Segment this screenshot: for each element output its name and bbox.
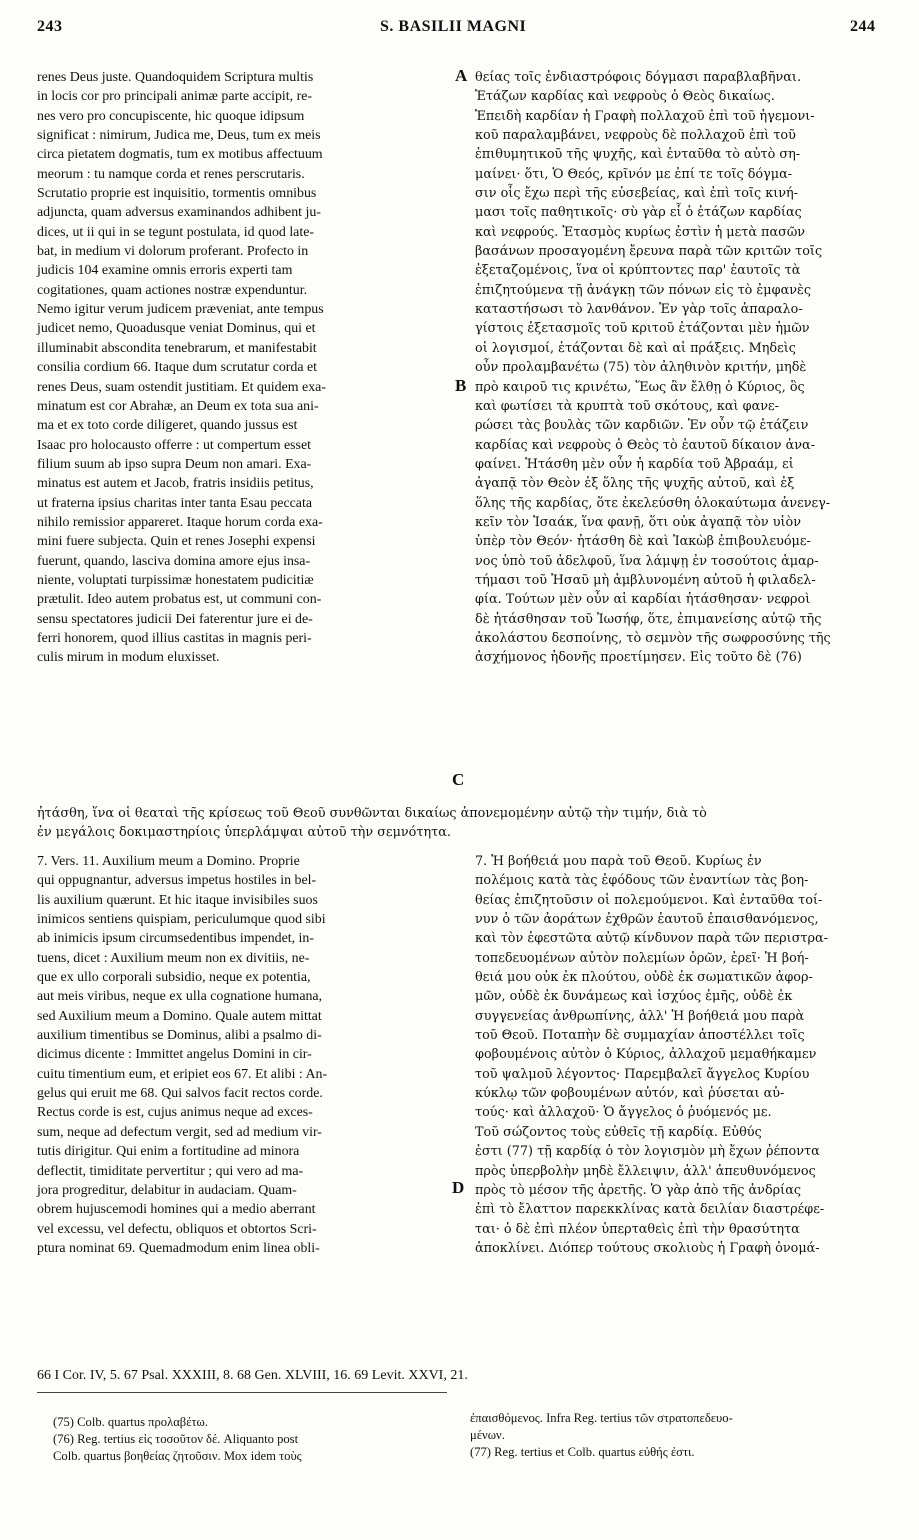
text-line: nes vero pro concupiscente, hic quoque idipsum bbox=[37, 108, 305, 124]
note-line: Colb. quartus βοηθείας ζητοῦσιν. Mox idem τοὺς bbox=[53, 1449, 302, 1463]
text-line: judicis 104 examine omnis erroris experti tam bbox=[37, 263, 293, 279]
note-line: μένων. bbox=[470, 1428, 505, 1442]
text-line: πρὸς τὸ μέσον τῆς ἀρετῆς. Ὁ γὰρ ἀπὸ τῆς ἀνδρίας bbox=[475, 1182, 802, 1198]
note-line: (77) Reg. tertius et Colb. quartus εὐθής ἐστι. bbox=[470, 1445, 695, 1459]
text-line: ἐν μεγάλοις δοκιμαστηρίοις ὑπερλάμψαι αὐτοῦ τὴν σεμνότητα. bbox=[37, 825, 451, 841]
text-line: minatus est autem et Jacob, fratris insidiis petitus, bbox=[37, 476, 314, 492]
text-line: cogitationes, quam actiones nostræ expenduntur. bbox=[37, 282, 308, 298]
text-line: ἐπιθυμητικοῦ τῆς ψυχῆς, καὶ ἐνταῦθα τὸ αὐτὸ ση- bbox=[475, 147, 801, 163]
note-line: (75) Colb. quartus προλαβέτω. bbox=[53, 1415, 208, 1429]
text-line: jora progreditur, delabitur in audaciam. Quam- bbox=[37, 1182, 297, 1198]
text-line: ferri honorem, quod illius castitas in magnis peri- bbox=[37, 630, 312, 646]
text-line: niente, voluptati turpissimæ honestatem pudicitiæ bbox=[37, 572, 314, 588]
text-line: νος ὑπὸ τοῦ ἀδελφοῦ, ἵνα λάμψῃ ἐν τοσούτοις ἁμαρ- bbox=[475, 553, 819, 569]
text-line: τοῦ ψαλμοῦ λέγοντος· Παρεμβαλεῖ ἄγγελος Κυρίου bbox=[475, 1066, 810, 1082]
text-line: culis mirum in modum eluxisset. bbox=[37, 650, 220, 666]
section-marker-a: A bbox=[455, 66, 468, 85]
text-line: 7. Ἡ βοήθειά μου παρὰ τοῦ Θεοῦ. Κυρίως ἐν bbox=[475, 854, 762, 869]
text-line: καρδίας καὶ νεφροὺς ὁ Θεὸς τὸ ἑαυτοῦ δίκαιον ἀνα- bbox=[475, 437, 816, 453]
text-line: ἀσχήμονος ἡδονῆς προετίμησεν. Εἰς τοῦτο δὲ (76) bbox=[475, 650, 802, 666]
text-line: δὲ ἠτάσθησαν τοῦ Ἰωσήφ, ὅτε, ἐπιμανείσης αὐτῷ τῆς bbox=[475, 611, 822, 627]
text-line: filium suum ab ipso supra Deum non amari. Exa- bbox=[37, 456, 312, 472]
text-line: vel excessu, vel defectu, obliquos et obtortos Scri- bbox=[37, 1221, 317, 1237]
text-line: mini fuere subjecta. Quin et renes Josephi expensi bbox=[37, 534, 316, 550]
running-title: S. BASILII MAGNI bbox=[380, 18, 527, 35]
footnote-references: 66 I Cor. IV, 5. 67 Psal. XXXIII, 8. 68 Gen. XLVIII, 16. 69 Levit. XXVI, 21. bbox=[37, 1368, 468, 1383]
greek-column-top bbox=[475, 68, 885, 668]
text-line: ἀκολάστου δεσποίνης, τὸ σεμνὸν τῆς σωφροσύνης τῆς bbox=[475, 630, 831, 646]
text-line: aut meis viribus, neque ex ulla cognatione humana, bbox=[37, 989, 323, 1005]
text-line: Ἐπειδὴ καρδίαν ἡ Γραφὴ πολλαχοῦ ἐπὶ τοῦ ἡγεμονι- bbox=[475, 108, 815, 124]
text-line: renes Deus juste. Quandoquidem Scriptura multis bbox=[37, 70, 314, 85]
text-line: πρὸ καιροῦ τις κρινέτω, Ἕως ἂν ἔλθῃ ὁ Κύριος, ὃς bbox=[475, 379, 805, 395]
text-line: ἐπὶ τὸ ἔλαττον παρεκκλίνας κατὰ δειλίαν διαστρέφε- bbox=[475, 1202, 825, 1218]
text-line: ἐστι (77) τῇ καρδίᾳ ὁ τὸν λογισμὸν μὴ ἔχων ῥέποντα bbox=[475, 1144, 820, 1160]
text-line: ρώσει τὰς βουλὰς τῶν καρδιῶν. Ἐν οὖν τῷ ἐτάζειν bbox=[475, 418, 809, 434]
text-line: adjuncta, quam adversus examinandos adhibent ju- bbox=[37, 205, 321, 221]
text-line: βασάνων προσαγομένη ἔρευνα παρὰ τῶν κριτῶν τοῖς bbox=[475, 244, 823, 260]
text-line: φαίνει. Ἠτάσθη μὲν οὖν ἡ καρδία τοῦ Ἀβραάμ, εἰ bbox=[475, 456, 794, 472]
text-line: bat, in medium vi dolorum proferant. Profecto in bbox=[37, 244, 309, 260]
text-line: ptura nominat 69. Quemadmodum enim linea obli- bbox=[37, 1240, 320, 1256]
right-page-number: 244 bbox=[850, 18, 876, 35]
section-marker-c: C bbox=[452, 770, 465, 789]
text-line: sensu spectatores judicii Dei faterentur jure ei de- bbox=[37, 611, 313, 627]
text-line: καταστήσωσι τὸ λανθάνον. Ἐν γὰρ τοῖς ἀπαραλο- bbox=[475, 302, 803, 318]
text-line: τούς· καὶ ἀλλαχοῦ· Ὁ ἄγγελος ὁ ῥυόμενός με. bbox=[475, 1105, 772, 1121]
text-line: Rectus corde is est, cujus animus neque ad exces- bbox=[37, 1105, 313, 1121]
text-line: Ἐτάζων καρδίας καὶ νεφροὺς ὁ Θεὸς δικαίως. bbox=[475, 89, 775, 105]
text-line: τοῦ Θεοῦ. Ποταπὴν δὲ συμμαχίαν ἀποστέλλει τοῖς bbox=[475, 1028, 805, 1044]
text-line: οἱ λογισμοί, ἐτάζονται δὲ καὶ αἱ πράξεις. Μηδεὶς bbox=[475, 340, 796, 356]
text-line: μῶν, οὐδὲ ἐκ δυνάμεως καὶ ἰσχύος ἐμῆς, οὐδὲ ἐκ bbox=[475, 989, 793, 1005]
text-line: minatum est cor Abrahæ, an Deum ex tota sua ani- bbox=[37, 398, 319, 414]
text-line: θείας ἐπιζητοῦσιν οἱ πολεμούμενοι. Καὶ ἐνταῦθα τοί- bbox=[475, 892, 823, 908]
text-line: ἀποκλίνει. Διόπερ τούτους σκολιοὺς ἡ Γραφὴ ὀνομά- bbox=[475, 1240, 820, 1256]
text-line: ut fraterna ipsius charitas inter tanta Esau peccata bbox=[37, 495, 312, 511]
greek-full-width-text bbox=[37, 804, 885, 843]
text-line: 7. Vers. 11. Auxilium meum a Domino. Proprie bbox=[37, 854, 300, 869]
text-line: inimicos sentiens quispiam, periculumque quod sibi bbox=[37, 912, 326, 928]
text-line: κοῦ παραλαμβάνει, νεφροὺς δὲ πολλαχοῦ ἐπὶ τοῦ bbox=[475, 128, 796, 144]
text-line: ἀγαπᾷ τὸν Θεὸν ἐξ ὅλης τῆς ψυχῆς αὐτοῦ, καὶ ἐξ bbox=[475, 476, 795, 492]
text-line: πρὸς ὑπερβολὴν μηδὲ ἔλλειψιν, ἀλλ' ἀπευθυνόμενος bbox=[475, 1163, 816, 1179]
text-line: dices, ut ii qui in se tegunt postulata, id quod late- bbox=[37, 224, 314, 240]
text-line: in locis cor pro principali animæ parte accipit, re- bbox=[37, 89, 313, 105]
greek-column-bottom bbox=[475, 852, 885, 1258]
text-line: significat : nimirum, Judica me, Deus, tum ex meis bbox=[37, 128, 321, 144]
text-line: que ex ullo corporali subsidio, neque ex potentia, bbox=[37, 970, 311, 986]
text-line: τοπεδευομένων αὐτὸν πολεμίων ὁρῶν, ἐρεῖ· Ἡ βοή- bbox=[475, 950, 809, 966]
text-line: tuens, dicet : Auxilium meum non ex divitiis, ne- bbox=[37, 950, 310, 966]
critical-notes-right bbox=[470, 1410, 733, 1461]
text-line: νυν ὁ τῶν ἀοράτων ἐχθρῶν ἑαυτοῦ ἐπαισθανόμενος, bbox=[475, 912, 819, 928]
text-line: Scrutatio proprie est inquisitio, tormentis omnibus bbox=[37, 186, 317, 202]
section-marker-b: B bbox=[455, 376, 467, 395]
text-line: dicimus dicente : Immittet angelus Domini in cir- bbox=[37, 1047, 312, 1063]
text-line: σιν οἷς ἔχω περὶ τῆς εὐσεβείας, καὶ ἐπὶ τοῖς κινή- bbox=[475, 186, 798, 202]
text-line: γίστοις ἐξετασμοῖς τοῦ κριτοῦ ἐτάζονται μὲν ἡμῶν bbox=[475, 321, 810, 337]
text-line: κεῖν τὸν Ἰσαάκ, ἵνα φανῇ, ὅτι οὐκ ἀγαπᾷ τὸν υἱὸν bbox=[475, 514, 802, 530]
text-line: μασι τοῖς παθητικοῖς· σὺ γὰρ εἶ ὁ ἐτάζων καρδίας bbox=[475, 205, 802, 221]
text-line: τήμασι τοῦ Ἠσαῦ μὴ ἀμβλυνομένη αὐτοῦ ἡ φιλαδελ- bbox=[475, 572, 816, 588]
text-line: οὖν προλαμβανέτω (75) τὸν ἀληθινὸν κριτήν, μηδὲ bbox=[475, 360, 807, 376]
text-line: cuitu timentium eum, et eripiet eos 67. Et alibi : An- bbox=[37, 1066, 328, 1082]
text-line: meorum : tu namque corda et renes perscrutaris. bbox=[37, 166, 305, 182]
text-line: tutis dirigitur. Qui enim a fortitudine ad minora bbox=[37, 1144, 300, 1160]
text-line: ab inimicis ipsum circumsedentibus impendet, in- bbox=[37, 931, 314, 947]
note-line: (76) Reg. tertius εἰς τοσοῦτον δέ. Aliquanto post bbox=[53, 1432, 299, 1446]
text-line: fuerunt, quando, lasciva domina amore ejus insa- bbox=[37, 553, 311, 569]
text-line: Nemo igitur verum judicem præveniat, ante tempus bbox=[37, 302, 324, 318]
text-line: καὶ φωτίσει τὰ κρυπτὰ τοῦ σκότους, καὶ φανε- bbox=[475, 398, 779, 414]
text-line: καὶ τὸν ἐφεστῶτα αὐτῷ κίνδυνον παρὰ τῶν περιστρα- bbox=[475, 931, 828, 947]
text-line: gelus qui eruit me 68. Qui salvos facit rectos corde. bbox=[37, 1086, 323, 1102]
text-line: ἠτάσθη, ἵνα οἱ θεαταὶ τῆς κρίσεως τοῦ Θεοῦ συνθῶνται δικαίως ἀπονεμομένην αὐτῷ τὴν τιμήν, διὰ τὸ bbox=[37, 806, 707, 821]
text-line: Τοῦ σώζοντος τοὺς εὐθεῖς τῇ καρδίᾳ. Εὐθύς bbox=[475, 1124, 762, 1140]
text-line: θείας τοῖς ἐνδιαστρόφοις δόγμασι παραβλαβῆναι. bbox=[475, 70, 802, 85]
text-line: Isaac pro holocausto offerre : ut compertum esset bbox=[37, 437, 311, 453]
text-line: sed Auxilium meum a Domino. Quale autem mittat bbox=[37, 1008, 322, 1024]
note-line: ἐπαισθόμενος. Infra Reg. tertius τῶν στρατοπεδευο- bbox=[470, 1411, 733, 1425]
text-line: κύκλῳ τῶν φοβουμένων αὐτόν, καὶ ῥύσεται αὐ- bbox=[475, 1086, 785, 1102]
text-line: judicet nemo, Quoadusque veniat Dominus, qui et bbox=[37, 321, 316, 337]
text-line: ται· ὁ δὲ ἐπὶ πλέον ὑπερταθεὶς ἐπὶ τὴν θρασύτητα bbox=[475, 1221, 800, 1237]
text-line: πολέμοις κατὰ τὰς ἐφόδους τῶν ἐναντίων τὰς βοη- bbox=[475, 873, 809, 889]
left-page-number: 243 bbox=[37, 18, 63, 35]
text-line: μαίνει· ὅτι, Ὁ Θεός, κρῖνόν με ἐπί τε τοῖς δόγμα- bbox=[475, 166, 793, 182]
latin-column-top bbox=[37, 68, 445, 668]
text-line: obrem hujuscemodi homines qui a medio aberrant bbox=[37, 1202, 316, 1218]
text-line: ἐπιζητούμενα τῇ ἀνάγκῃ τῶν πόνων εἰς τὸ ἐμφανὲς bbox=[475, 282, 812, 298]
text-line: auxilium timentibus se Dominus, alibi a psalmo di- bbox=[37, 1028, 322, 1044]
text-line: ἐξεταζομένοις, ἵνα οἱ κρύπτοντες παρ' ἑαυτοῖς τὰ bbox=[475, 263, 801, 279]
text-line: illuminabit abscondita tenebrarum, et manifestabit bbox=[37, 340, 317, 356]
text-line: nihilo remissior appareret. Itaque horum corda exa- bbox=[37, 514, 323, 530]
text-line: καὶ νεφρούς. Ἐτασμὸς κυρίως ἐστὶν ἡ μετὰ πασῶν bbox=[475, 224, 806, 240]
text-line: ma et ex toto corde diligeret, quando jussus est bbox=[37, 418, 298, 434]
text-line: θειά μου οὐκ ἐκ πλούτου, οὐδὲ ἐκ σωματικῶν ἀφορ- bbox=[475, 970, 813, 986]
text-line: qui oppugnantur, adversus impetus hostiles in bel- bbox=[37, 873, 317, 889]
text-line: ὑπὲρ τὸν Θεόν· ἠτάσθη δὲ καὶ Ἰακὼβ ἐπιβουλευόμε- bbox=[475, 534, 811, 550]
text-line: renes Deus, suam ostendit justitiam. Et quidem exa- bbox=[37, 379, 326, 395]
critical-notes-left bbox=[53, 1414, 302, 1465]
footnote-divider bbox=[37, 1392, 447, 1393]
text-line: συγγενείας ἀνθρωπίνης, ἀλλ' Ἡ βοήθειά μου παρὰ bbox=[475, 1008, 805, 1024]
latin-column-bottom bbox=[37, 852, 445, 1258]
text-line: φοβουμένοις αὐτὸν ὁ Κύριος, ἀλλαχοῦ μεμαθήκαμεν bbox=[475, 1047, 817, 1063]
text-line: prætulit. Ideo autem probatus est, ut communi con- bbox=[37, 592, 322, 608]
page-header bbox=[0, 0, 919, 40]
text-line: φία. Τούτων μὲν οὖν αἱ καρδίαι ἠτάσθησαν· νεφροὶ bbox=[475, 592, 811, 608]
text-line: sum, neque ad defectum vergit, sed ad medium vir- bbox=[37, 1124, 322, 1140]
text-line: deflectit, timiditate pervertitur ; qui vero ad ma- bbox=[37, 1163, 304, 1179]
section-marker-d: D bbox=[452, 1178, 465, 1197]
text-line: ὅλης τῆς καρδίας, ὅτε ἐκελεύσθη ὁλοκαύτωμα ἀνενεγ- bbox=[475, 495, 831, 511]
text-line: lis auxilium quærunt. Et hic itaque invisibiles suos bbox=[37, 892, 318, 908]
text-line: consilia cordium 66. Itaque dum scrutatur corda et bbox=[37, 360, 318, 376]
text-line: circa pietatem dogmatis, tum ex motibus affectuum bbox=[37, 147, 323, 163]
